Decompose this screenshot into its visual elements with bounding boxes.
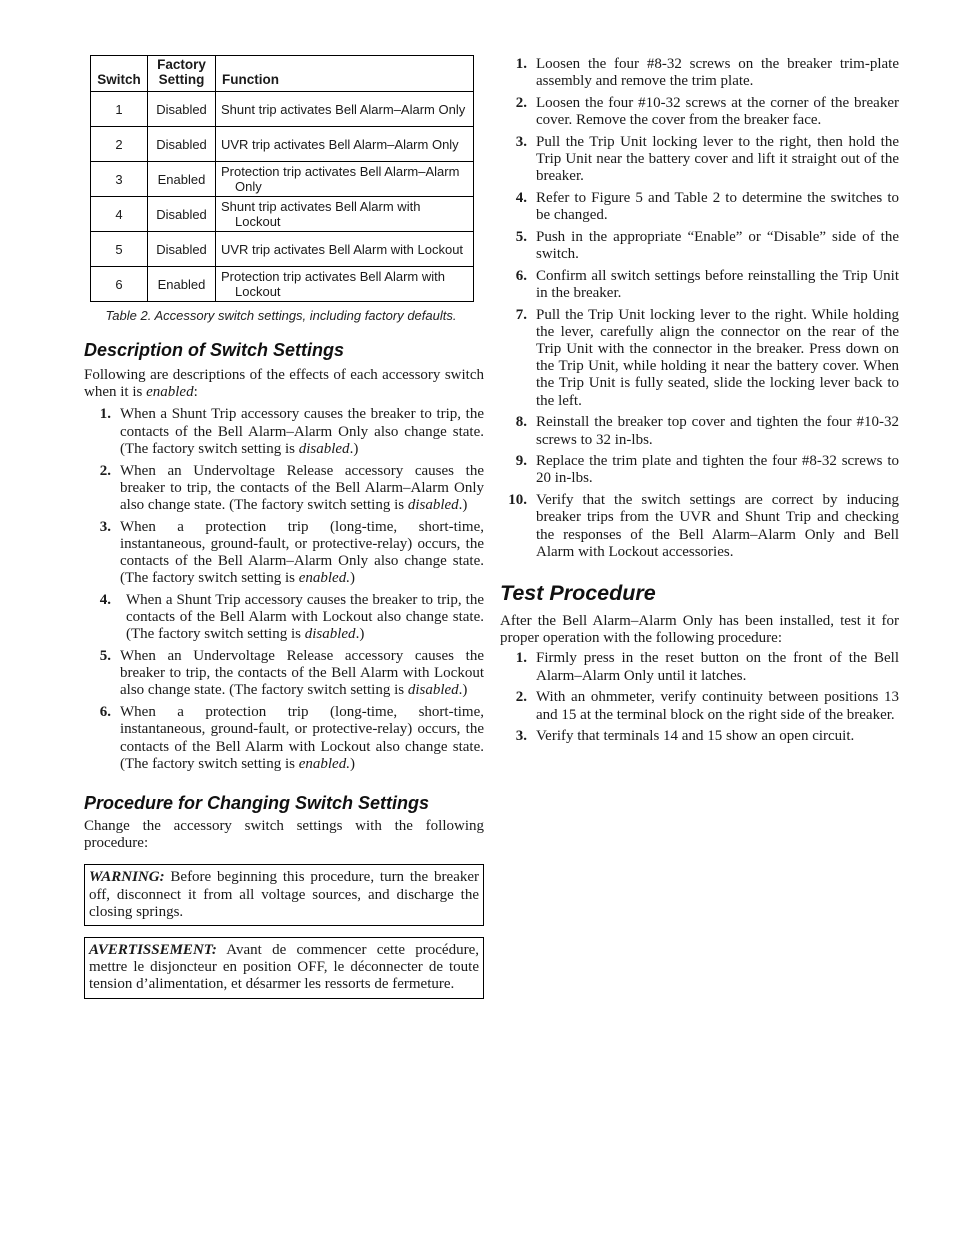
intro-italic: enabled <box>146 384 194 401</box>
cell-function <box>216 127 474 162</box>
item-setting: disabled <box>407 496 459 513</box>
item-end: .) <box>355 626 365 643</box>
item-number: 6. <box>99 704 111 721</box>
header-function: Function <box>216 56 474 92</box>
step-text: With an ohmmeter, verify continuity between positions 13 and 15 at the terminal block on the right side of the breaker. <box>536 689 899 723</box>
list-item <box>84 648 484 700</box>
item-number: 1. <box>99 406 111 423</box>
step-number: 3. <box>515 133 527 150</box>
item-end: .) <box>349 440 359 457</box>
step-text: Firmly press in the reset button on the front of the Bell Alarm–Alarm Only until it latches. <box>536 650 899 684</box>
step-text: Pull the Trip Unit locking lever to the right, then hold the Trip Unit near the battery cover and lift it straight out of the breaker. <box>536 133 899 185</box>
list-item <box>84 406 484 458</box>
item-end: ) <box>349 570 355 587</box>
step-number: 1. <box>515 650 527 667</box>
item-number: 3. <box>99 518 111 535</box>
header-factory-setting <box>148 56 216 92</box>
left-column <box>84 55 484 999</box>
warning-text: Before beginning this procedure, turn the breaker off, disconnect it from all voltage sources, and discharge the closing springs. <box>89 869 479 920</box>
cell-switch: 3 <box>91 162 148 197</box>
item-end: .) <box>458 496 468 513</box>
procedure-heading: Procedure for Changing Switch Settings <box>84 792 430 813</box>
switch-settings-table <box>90 55 474 302</box>
test-steps <box>500 650 899 745</box>
procedure-intro: Change the accessory switch settings with the following procedure: <box>84 817 484 852</box>
list-item <box>84 592 484 644</box>
cell-switch: 6 <box>91 267 148 302</box>
item-end: ) <box>349 755 355 772</box>
description-intro <box>84 367 484 401</box>
step-text: Loosen the four #8-32 screws on the breaker trim-plate assembly and remove the trim plate. <box>536 56 899 90</box>
item-setting: disabled <box>298 440 350 457</box>
cell-function <box>216 92 474 127</box>
cell-switch: 1 <box>91 92 148 127</box>
cell-function <box>216 162 474 197</box>
cell-setting: Enabled <box>148 267 216 302</box>
step-text: Refer to Figure 5 and Table 2 to determine the switches to be changed. <box>536 189 899 224</box>
list-item <box>84 704 484 773</box>
step-text: Verify that terminals 14 and 15 show an open circuit. <box>536 728 855 745</box>
list-item <box>84 463 484 515</box>
step-text: Verify that the switch settings are correct by inducing breaker trips from the UVR and Shunt Trip and checking the responses of the Bell Alarm–Alarm Only and Bell Alarm with Lockout accessories. <box>536 492 899 560</box>
list-item <box>500 268 899 302</box>
item-text: When a Shunt Trip accessory causes the breaker to trip, the contacts of the Bell Alarm with Lockout also change state. (The factory switch setting is <box>126 591 484 643</box>
cell-setting: Disabled <box>148 197 216 232</box>
item-text: When a protection trip (long-time, short-time, instantaneous, ground-fault, or protective-relay) occurs, the contacts of the Bell Alarm with Lockout also change state. (The factory switch setting is <box>120 704 484 772</box>
item-setting: disabled <box>304 626 356 643</box>
warning-box <box>84 864 484 926</box>
item-setting: disabled <box>407 682 459 699</box>
cell-switch: 2 <box>91 127 148 162</box>
function-text: Shunt trip activates Bell Alarm–Alarm Only <box>221 101 466 117</box>
step-number: 5. <box>515 228 527 245</box>
item-setting: enabled. <box>298 755 350 772</box>
cell-setting: Enabled <box>148 162 216 197</box>
item-number: 4. <box>99 591 111 608</box>
avertissement-box <box>84 937 484 999</box>
step-number: 2. <box>515 689 527 706</box>
intro-end: : <box>193 384 198 401</box>
list-item <box>500 414 899 448</box>
step-text: Replace the trim plate and tighten the four #8-32 screws to 20 in-lbs. <box>536 453 899 487</box>
step-number: 9. <box>515 453 527 470</box>
function-text: Shunt trip activates Bell Alarm with Lockout <box>221 199 421 229</box>
avertissement-label: AVERTISSEMENT: <box>89 941 217 958</box>
table-caption: Table 2. Accessory switch settings, including factory defaults. <box>105 308 457 323</box>
cell-setting: Disabled <box>148 232 216 267</box>
warning-label: WARNING: <box>89 869 165 886</box>
step-text: Loosen the four #10-32 screws at the corner of the breaker cover. Remove the cover from the breaker face. <box>536 94 899 129</box>
step-text: Confirm all switch settings before reinstalling the Trip Unit in the breaker. <box>536 267 899 301</box>
list-item <box>500 134 899 186</box>
function-text: UVR trip activates Bell Alarm–Alarm Only <box>221 136 459 152</box>
table-row <box>91 232 474 267</box>
cell-function <box>216 232 474 267</box>
list-item <box>500 453 899 487</box>
table-header-row <box>91 56 474 92</box>
list-item <box>500 229 899 263</box>
table-row <box>91 162 474 197</box>
step-number: 4. <box>515 189 527 206</box>
list-item <box>500 190 899 224</box>
cell-switch: 4 <box>91 197 148 232</box>
item-setting: enabled. <box>298 570 350 587</box>
function-text: Protection trip activates Bell Alarm–Alarm Only <box>221 164 460 194</box>
step-number: 7. <box>515 306 527 323</box>
cell-function <box>216 267 474 302</box>
table-row <box>91 197 474 232</box>
list-item <box>84 519 484 588</box>
item-text: When an Undervoltage Release accessory causes the breaker to trip, the contacts of the Bell Alarm–Alarm Only also change state. (The factory switch setting is <box>120 462 484 513</box>
step-text: Pull the Trip Unit locking lever to the right. While holding the lever, carefully align the connector on the rear of the Trip Unit with the connector in the breaker. Press down on the Trip Unit, while holding it near the battery cover. When the Trip Unit is fully seated, slide the locking lever back to the left. <box>536 306 899 409</box>
test-intro: After the Bell Alarm–Alarm Only has been installed, test it for proper operation with the following procedure: <box>500 612 899 647</box>
test-heading: Test Procedure <box>500 580 656 605</box>
cell-function <box>216 197 474 232</box>
description-heading: Description of Switch Settings <box>84 340 345 360</box>
list-item <box>500 728 899 745</box>
item-text: When a protection trip (long-time, short-time, instantaneous, ground-fault, or protective-relay) occurs, the contacts of the Bell Alarm–Alarm Only also change state. (The factory switch setting is <box>120 518 484 587</box>
list-item <box>500 95 899 129</box>
item-text: When an Undervoltage Release accessory causes the breaker to trip, the contacts of the Bell Alarm with Lockout also change state. (The factory switch setting is <box>120 648 484 699</box>
item-text: When a Shunt Trip accessory causes the breaker to trip, the contacts of the Bell Alarm–Alarm Only also change state. (The factory switch setting is <box>120 406 484 457</box>
function-text: Protection trip activates Bell Alarm with Lockout <box>221 269 445 299</box>
list-item <box>500 689 899 723</box>
step-number: 8. <box>515 414 527 431</box>
table-row <box>91 127 474 162</box>
avertissement-text: Avant de commencer cette procédure, mettre le disjoncteur en position OFF, le déconnecter de toute tension d’alimentation, et désarmer les ressorts de fermeture. <box>89 941 479 993</box>
item-number: 2. <box>99 462 111 479</box>
procedure-steps <box>500 56 899 561</box>
step-number: 1. <box>515 56 527 72</box>
function-text: UVR trip activates Bell Alarm with Lockout <box>221 241 464 257</box>
step-number: 2. <box>515 94 527 111</box>
step-number: 10. <box>508 492 527 509</box>
description-list <box>84 406 484 773</box>
right-column <box>500 55 899 750</box>
table-row <box>91 267 474 302</box>
list-item <box>500 56 899 90</box>
step-text: Reinstall the breaker top cover and tighten the four #10-32 screws to 32 in-lbs. <box>536 414 899 448</box>
table-row <box>91 92 474 127</box>
intro-text: Following are descriptions of the effects of each accessory switch when it is <box>84 367 484 401</box>
item-number: 5. <box>99 648 111 665</box>
item-end: .) <box>458 682 468 699</box>
header-switch: Switch <box>91 56 148 92</box>
step-number: 3. <box>515 728 527 745</box>
step-number: 6. <box>515 267 527 284</box>
header-factory-line2: Setting <box>158 72 205 87</box>
cell-switch: 5 <box>91 232 148 267</box>
step-text: Push in the appropriate “Enable” or “Disable” side of the switch. <box>536 228 899 263</box>
list-item <box>500 307 899 410</box>
header-factory-line1: Factory <box>157 57 206 72</box>
list-item <box>500 492 899 561</box>
list-item <box>500 650 899 684</box>
cell-setting: Disabled <box>148 127 216 162</box>
cell-setting: Disabled <box>148 92 216 127</box>
